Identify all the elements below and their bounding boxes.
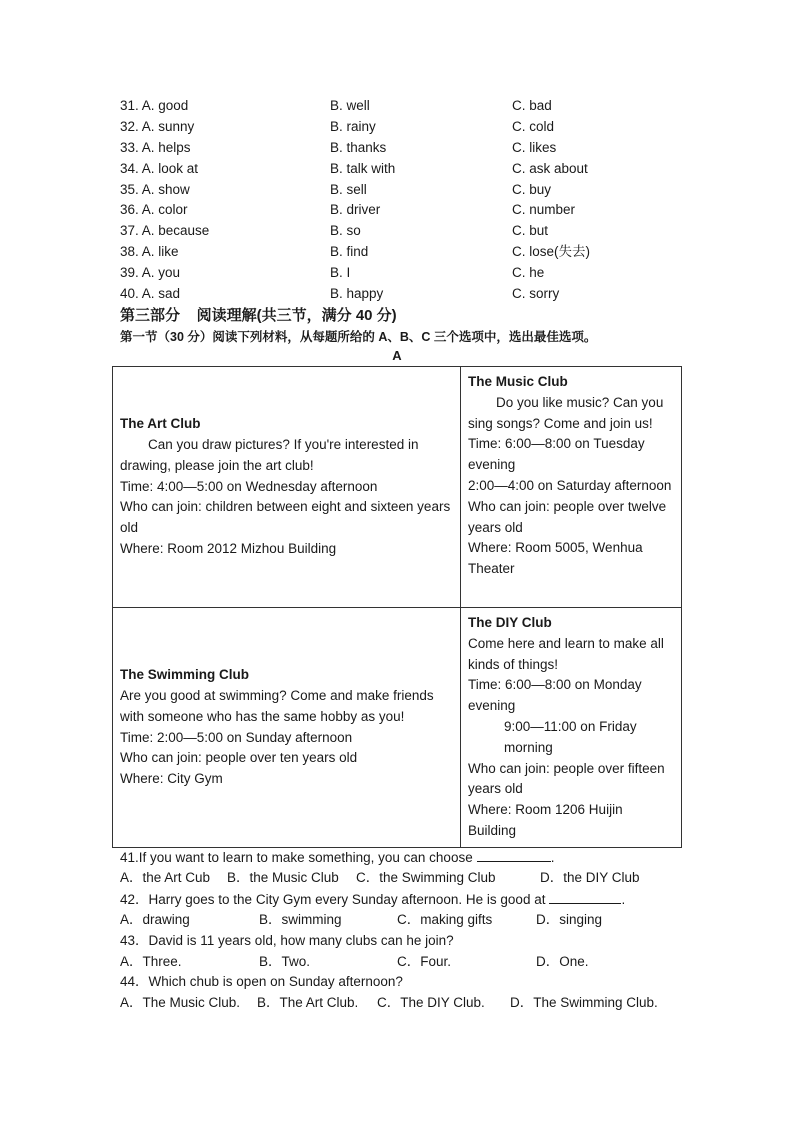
choice-b[interactable]: B．the Music Club bbox=[227, 870, 339, 885]
choice-b[interactable]: B．The Art Club. bbox=[257, 995, 359, 1010]
option-row bbox=[120, 180, 720, 200]
option-row bbox=[120, 138, 720, 158]
option-c: C. sorry bbox=[512, 286, 560, 301]
choice-d[interactable]: D．the DIY Club bbox=[540, 870, 640, 885]
question-stem: 42．Harry goes to the City Gym every Sunday afternoon. He is good at bbox=[120, 892, 546, 907]
option-c: C. likes bbox=[512, 140, 557, 155]
clubs-table bbox=[112, 366, 682, 848]
section-title: 第三部分 阅读理解(共三节，满分 40 分) bbox=[120, 307, 397, 324]
diy-club-time-2: 9:00—11:00 on Friday morning bbox=[504, 718, 637, 755]
diy-club-intro: Come here and learn to make all kinds of things! bbox=[468, 635, 664, 672]
option-c: C. he bbox=[512, 265, 545, 280]
option-b: B. driver bbox=[330, 202, 381, 217]
choice-d[interactable]: D．singing bbox=[536, 912, 603, 927]
art-club-intro: Can you draw pictures? If you're interested in drawing, please join the art club! bbox=[120, 437, 419, 473]
option-b: B. rainy bbox=[330, 119, 376, 134]
option-c: C. bad bbox=[512, 98, 552, 113]
option-a: 31. A. good bbox=[120, 98, 189, 113]
option-b: B. talk with bbox=[330, 161, 396, 176]
option-b: B. happy bbox=[330, 286, 384, 301]
option-b: B. so bbox=[330, 223, 361, 238]
option-a: 39. A. you bbox=[120, 265, 181, 280]
answer-blank[interactable] bbox=[549, 889, 621, 904]
section-instruction: 第一节（30 分）阅读下列材料，从每题所给的 A、B、C 三个选项中，选出最佳选项。 bbox=[120, 330, 597, 344]
choices-44 bbox=[120, 993, 720, 1013]
option-c: C. ask about bbox=[512, 161, 588, 176]
option-row bbox=[120, 284, 720, 304]
music-club-cell bbox=[461, 367, 682, 608]
option-a: 33. A. helps bbox=[120, 140, 191, 155]
music-club-time-2: 2:00—4:00 on Saturday afternoon bbox=[468, 477, 672, 493]
option-row bbox=[120, 242, 720, 262]
option-row bbox=[120, 200, 720, 220]
option-c: C. but bbox=[512, 223, 549, 238]
option-row bbox=[120, 96, 720, 116]
option-row bbox=[120, 159, 720, 179]
choice-d[interactable]: D．The Swimming Club. bbox=[510, 995, 658, 1010]
swimming-club-cell bbox=[113, 608, 461, 848]
option-b: B. thanks bbox=[330, 140, 387, 155]
table-row bbox=[113, 608, 682, 848]
choice-b[interactable]: B．Two. bbox=[259, 954, 311, 969]
swimming-club-who: Who can join: people over ten years old bbox=[120, 750, 358, 766]
diy-club-who: Who can join: people over fifteen years old bbox=[468, 760, 665, 797]
diy-club-time: Time: 6:00—8:00 on Monday evening bbox=[468, 677, 642, 714]
option-a: 32. A. sunny bbox=[120, 119, 195, 134]
option-c: C. buy bbox=[512, 182, 552, 197]
option-b: B. sell bbox=[330, 182, 367, 197]
art-club-cell bbox=[113, 367, 461, 608]
diy-club-where: Where: Room 1206 Huijin Building bbox=[468, 802, 623, 838]
question-41 bbox=[120, 847, 554, 868]
choices-42 bbox=[120, 910, 720, 930]
choice-b[interactable]: B．swimming bbox=[259, 912, 342, 927]
choices-41 bbox=[120, 868, 720, 888]
diy-club-title: The DIY Club bbox=[468, 615, 552, 630]
choice-c[interactable]: C．making gifts bbox=[397, 912, 493, 927]
question-42 bbox=[120, 889, 625, 910]
art-club-title: The Art Club bbox=[120, 416, 201, 432]
option-b: B. I bbox=[330, 265, 351, 280]
option-c: C. number bbox=[512, 202, 576, 217]
option-row bbox=[120, 117, 720, 137]
option-row bbox=[120, 221, 720, 241]
question-stem-end: . bbox=[550, 850, 555, 865]
choice-d[interactable]: D．One. bbox=[536, 954, 589, 969]
option-a: 40. A. sad bbox=[120, 286, 181, 301]
question-stem: 44．Which chub is open on Sunday afternoon? bbox=[120, 974, 403, 989]
option-b: B. find bbox=[330, 244, 369, 259]
option-a: 38. A. like bbox=[120, 244, 179, 259]
option-a: 36. A. color bbox=[120, 202, 188, 217]
option-row bbox=[120, 263, 720, 283]
music-club-intro: Do you like music? Can you sing songs? Come and join us! bbox=[468, 394, 664, 431]
question-stem: 43．David is 11 years old, how many clubs can he join? bbox=[120, 933, 454, 948]
option-c: C. lose(失去) bbox=[512, 244, 591, 259]
question-stem-end: . bbox=[621, 892, 626, 907]
option-b: B. well bbox=[330, 98, 370, 113]
choice-a[interactable]: A．the Art Cub bbox=[120, 870, 211, 885]
music-club-time: Time: 6:00—8:00 on Tuesday evening bbox=[468, 436, 645, 473]
art-club-time: Time: 4:00—5:00 on Wednesday afternoon bbox=[120, 478, 378, 494]
diy-club-cell bbox=[461, 608, 682, 848]
choice-a[interactable]: A．The Music Club. bbox=[120, 995, 241, 1010]
swimming-club-intro: Are you good at swimming? Come and make friends with someone who has the same hobby as you! bbox=[120, 687, 434, 724]
passage-label: A bbox=[392, 348, 402, 363]
art-club-who: Who can join: children between eight and sixteen years old bbox=[120, 499, 451, 536]
choice-c[interactable]: C．The DIY Club. bbox=[377, 995, 485, 1010]
music-club-title: The Music Club bbox=[468, 374, 568, 389]
choice-a[interactable]: A．Three. bbox=[120, 954, 182, 969]
question-stem: 41.If you want to learn to make something, you can choose bbox=[120, 850, 473, 865]
swimming-club-where: Where: City Gym bbox=[120, 771, 223, 787]
option-a: 34. A. look at bbox=[120, 161, 199, 176]
swimming-club-title: The Swimming Club bbox=[120, 667, 250, 683]
choice-c[interactable]: C．Four. bbox=[397, 954, 452, 969]
choices-43 bbox=[120, 952, 720, 972]
option-a: 37. A. because bbox=[120, 223, 210, 238]
choice-c[interactable]: C．the Swimming Club bbox=[356, 870, 496, 885]
music-club-who: Who can join: people over twelve years old bbox=[468, 498, 667, 535]
art-club-where: Where: Room 2012 Mizhou Building bbox=[120, 540, 337, 556]
swimming-club-time: Time: 2:00—5:00 on Sunday afternoon bbox=[120, 729, 353, 745]
choice-a[interactable]: A．drawing bbox=[120, 912, 190, 927]
question-44 bbox=[120, 972, 403, 992]
question-43 bbox=[120, 931, 454, 951]
music-club-where: Where: Room 5005, Wenhua Theater bbox=[468, 540, 643, 577]
option-c: C. cold bbox=[512, 119, 555, 134]
option-a: 35. A. show bbox=[120, 182, 190, 197]
answer-blank[interactable] bbox=[477, 847, 551, 862]
table-row bbox=[113, 367, 682, 608]
